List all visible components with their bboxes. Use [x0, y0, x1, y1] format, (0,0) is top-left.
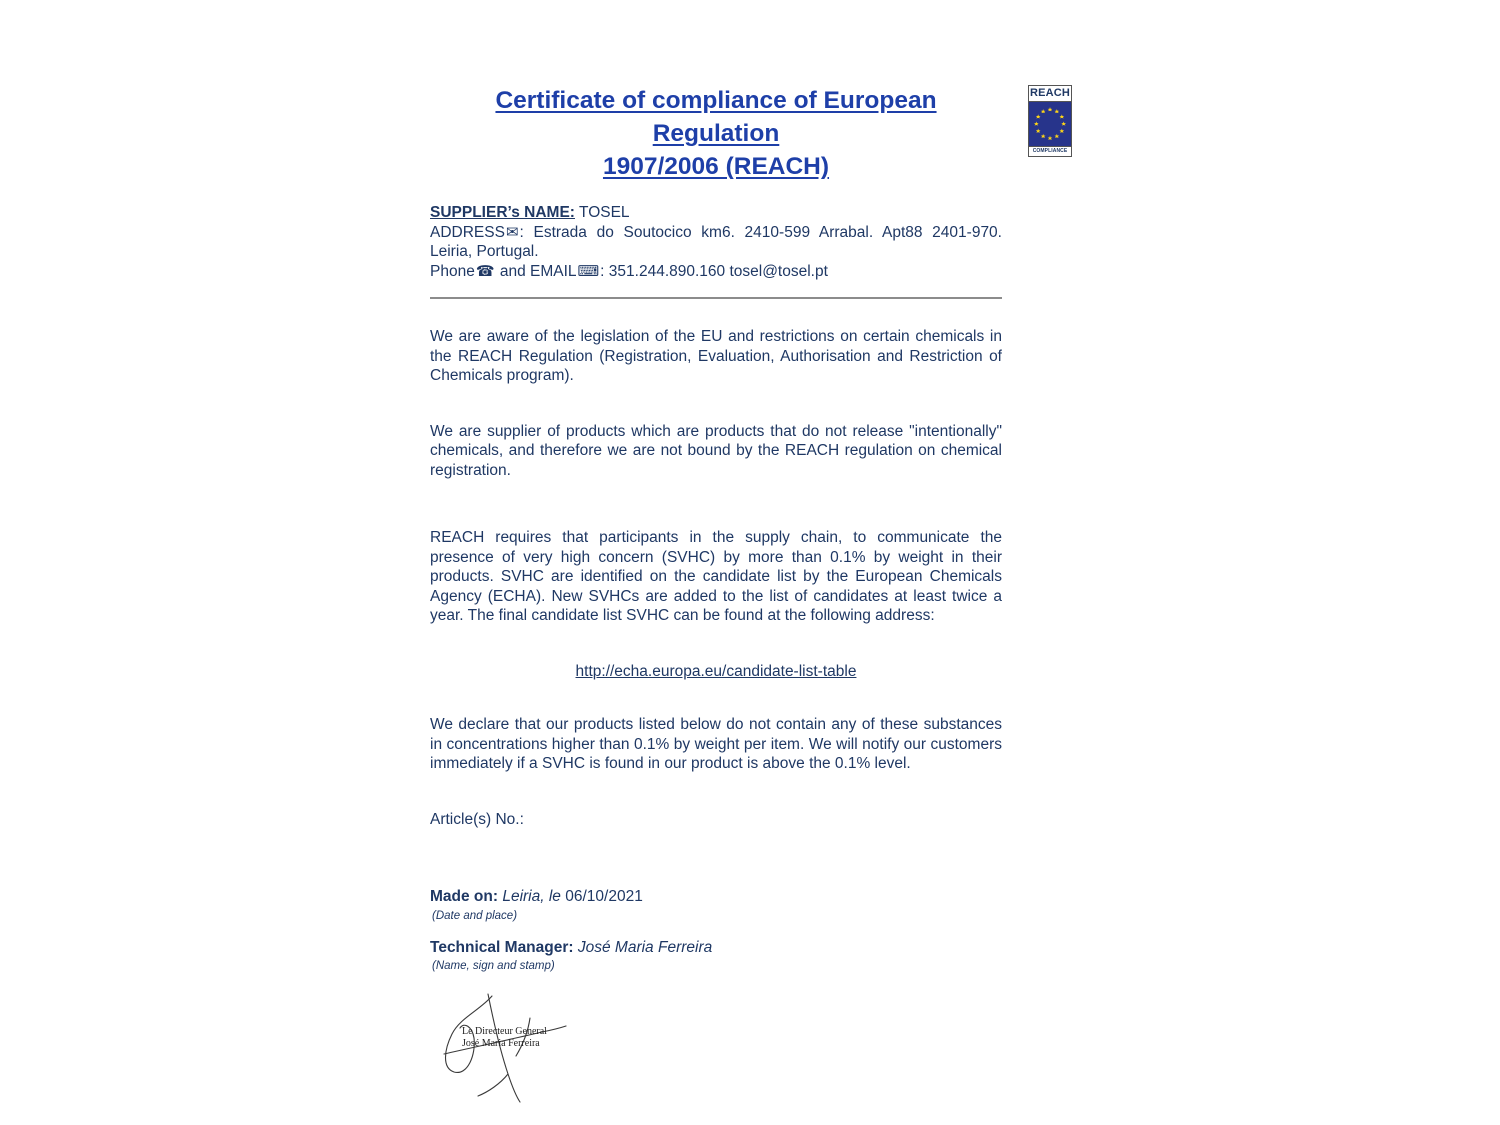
- signature-stamp-area: [430, 992, 600, 1107]
- name-sign-note: (Name, sign and stamp): [432, 960, 555, 972]
- paragraph-declaration: We declare that our products listed below do not contain any of these substances in concentrations higher than 0.1% by weight per item. We will notify our customers immediately if a SVHC is found in our product is above the 0.1% level.: [430, 716, 1002, 772]
- candidate-list-link-line: [430, 662, 1002, 682]
- eu-flag-icon: [1029, 102, 1071, 146]
- made-on-place: Leiria, le: [498, 888, 561, 905]
- supplier-address-line: [430, 223, 1002, 262]
- technical-manager-value: José Maria Ferreira: [573, 938, 713, 956]
- reach-logo-title: REACH: [1029, 86, 1071, 102]
- document-title: [430, 84, 1002, 183]
- title-line-1: Certificate of compliance of European Regulation: [495, 87, 937, 147]
- reach-compliance-logo: [1028, 85, 1072, 157]
- candidate-list-link[interactable]: http://echa.europa.eu/candidate-list-table: [575, 662, 857, 680]
- date-place-note: (Date and place): [432, 909, 518, 922]
- stamp-line-2: José Maria Ferreira: [462, 1038, 540, 1049]
- telephone-icon: ☎: [475, 262, 495, 280]
- paragraph-reach-awareness: We are aware of the legislation of the EU and restrictions on certain chemicals in the REACH Regulation (Registration, Evaluation, Authorisation and Restriction of Chemicals program).: [430, 328, 1002, 384]
- envelope-icon: ✉: [505, 223, 519, 241]
- certificate-document: [430, 84, 1002, 1107]
- supplier-name-line: [430, 203, 1002, 223]
- stamp-line-1: Le Directeur General: [462, 1026, 547, 1037]
- contact-value: : 351.244.890.160 tosel@tosel.pt: [600, 262, 828, 280]
- made-on-label: Made on:: [430, 888, 499, 905]
- supplier-name-label: SUPPLIER’s NAME:: [430, 204, 575, 221]
- email-label: and EMAIL: [495, 262, 577, 280]
- made-on-date: 06/10/2021: [560, 888, 643, 905]
- supplier-contact-line: [430, 262, 1002, 282]
- supplier-info-block: [430, 203, 1002, 281]
- paragraph-svhc-requirements: REACH requires that participants in the supply chain, to communicate the presence of very high concern (SVHC) by more than 0.1% by weight in their products. SVHC are identified on the candidate list by the European Chemicals Agency (ECHA). New SVHCs are added to the list of candidates at least twice a year. The final candidate list SVHC can be found at the following address:: [430, 529, 1002, 624]
- email-terminal-icon: ⌨: [577, 262, 600, 280]
- stamp-text: [462, 1026, 547, 1050]
- title-line-2: 1907/2006 (REACH): [602, 153, 830, 180]
- header-divider: [430, 297, 1002, 299]
- technical-manager-label: Technical Manager:: [430, 938, 574, 956]
- supplier-name-value: TOSEL: [574, 204, 630, 221]
- phone-label: Phone: [430, 262, 475, 280]
- article-number-label: Article(s) No.:: [430, 810, 524, 828]
- address-value: : Estrada do Soutocico km6. 2410-599 Arrabal. Apt88 2401-970. Leiria, Portugal.: [430, 223, 1002, 260]
- paragraph-supplier-statement: We are supplier of products which are products that do not release "intentionally" chemicals, and therefore we are not bound by the REACH regulation on chemical registration.: [430, 422, 1002, 479]
- reach-logo-compliance-label: COMPLIANCE: [1029, 146, 1071, 156]
- made-on-line: [430, 887, 1002, 907]
- technical-manager-line: [430, 938, 1002, 958]
- address-label: ADDRESS: [430, 223, 505, 241]
